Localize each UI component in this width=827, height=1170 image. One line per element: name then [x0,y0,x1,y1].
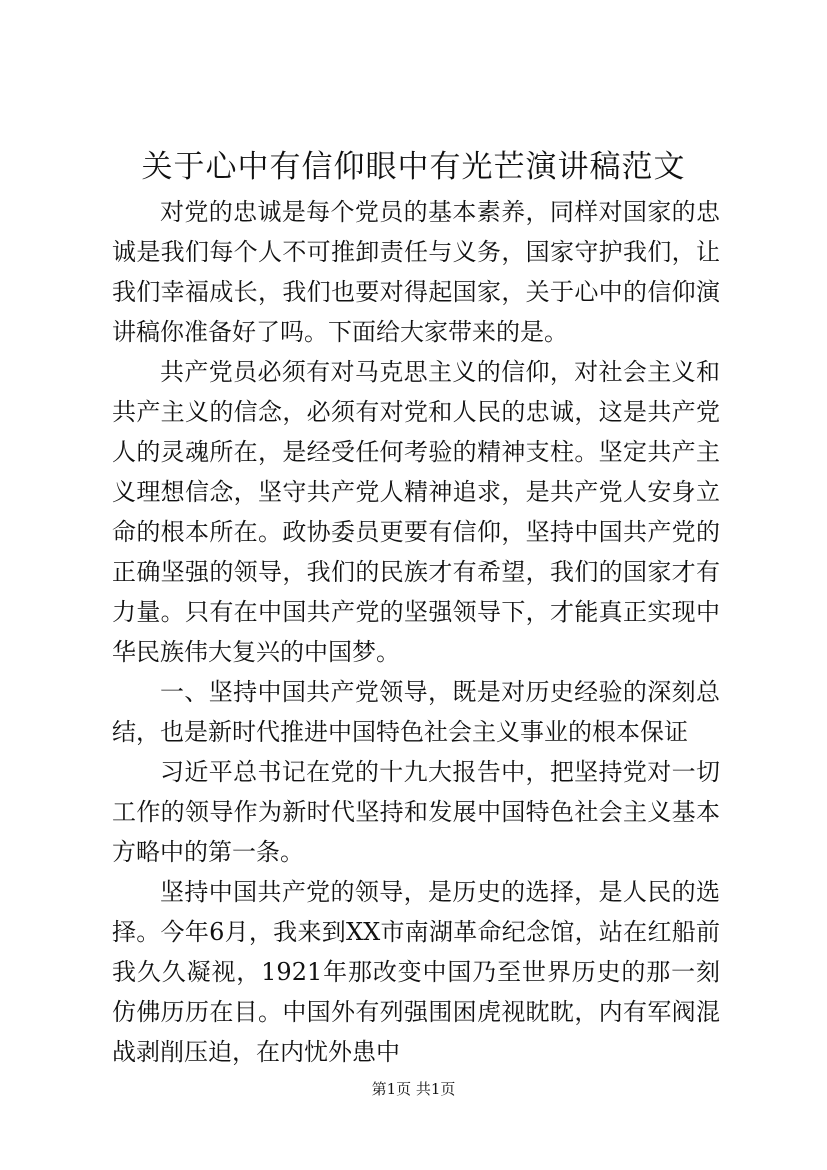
paragraph-1: 对党的忠诚是每个党员的基本素养，同样对国家的忠诚是我们每个人不可推卸责任与义务，国家守护我们，让我们幸福成长，我们也要对得起国家，关于心中的信仰演讲稿你准备好了吗。下面给大家带来的是。 [112,198,720,346]
paragraph-4: 习近平总书记在党的十九大报告中，把坚持党对一切工作的领导作为新时代坚持和发展中国特色社会主义基本方略中的第一条。 [112,758,720,866]
paragraph-2: 共产党员必须有对马克思主义的信仰，对社会主义和共产主义的信念，必须有对党和人民的忠诚，这是共产党人的灵魂所在，是经受任何考验的精神支柱。坚定共产主义理想信念，坚守共产党人精神追求，是共产党人安身立命的根本所在。政协委员更要有信仰，坚持中国共产党的正确坚强的领导，我们的民族才有希望，我们的国家才有力量。只有在中国共产党的坚强领导下，才能真正实现中华民族伟大复兴的中国梦。 [112,358,720,666]
document-title: 关于心中有信仰眼中有光芒演讲稿范文 [141,149,686,185]
page-footer: 第1页 共1页 [371,1080,456,1098]
paragraph-5: 坚持中国共产党的领导，是历史的选择，是人民的选择。今年6月，我来到XX市南湖革命纪念馆，站在红船前我久久凝视，1921年那改变中国乃至世界历史的那一刻仿佛历历在目。中国外有列强围困虎视眈眈，内有军阀混战剥削压迫，在内忧外患中 [112,878,720,1066]
document-body [112,192,720,1072]
paragraph-3: 一、坚持中国共产党领导，既是对历史经验的深刻总结，也是新时代推进中国特色社会主义事业的根本保证 [112,678,720,746]
